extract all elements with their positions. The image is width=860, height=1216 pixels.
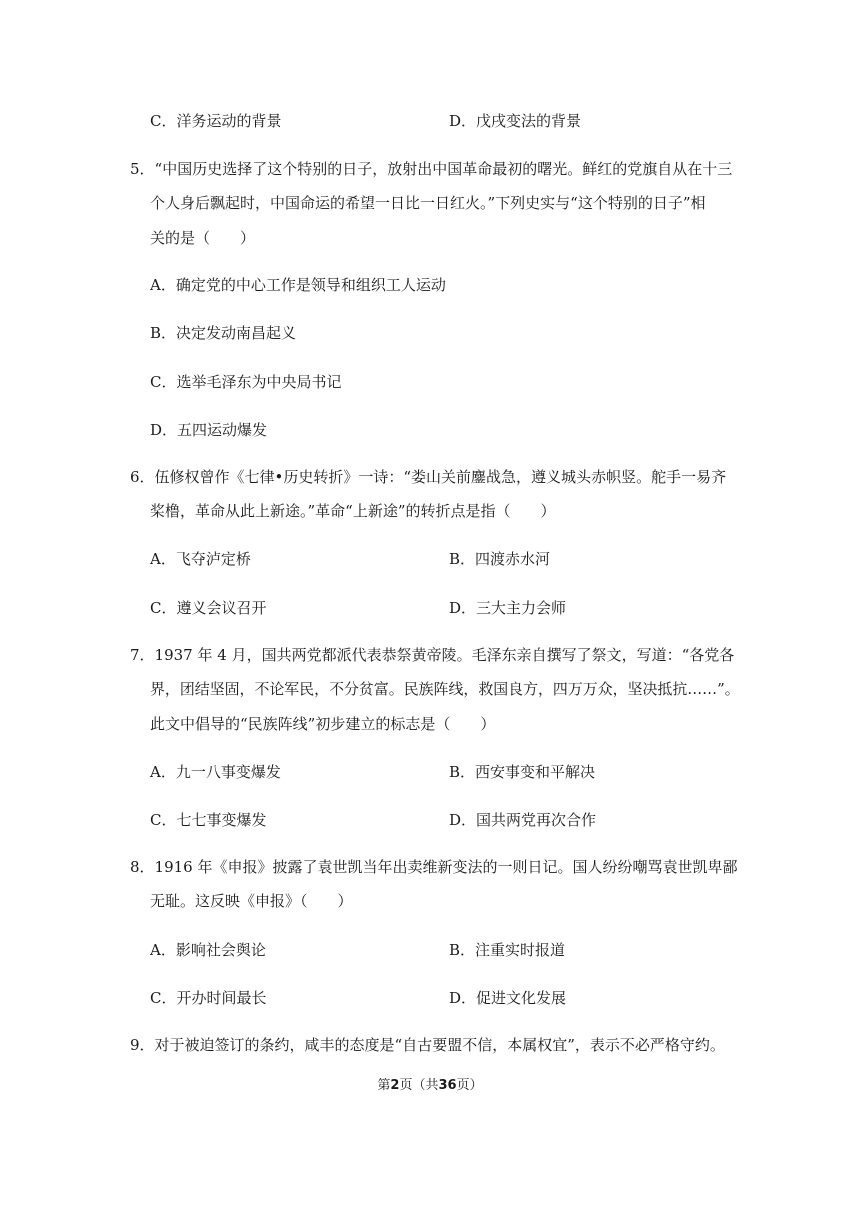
q6-text-line2: 桨橹，革命从此上新途。”革命“上新途”的转折点是指（ ） [150,502,556,520]
q6-option-b: B．四渡赤水河 [449,550,551,568]
q5-text-line3: 关的是（ ） [150,229,256,247]
q5-option-c: C．选举毛泽东为中央局书记 [150,373,342,391]
q7-text-line2: 界，团结坚固，不论军民，不分贫富。民族阵线，救国良方，四万万众，坚决抵抗……”。 [150,680,740,698]
q6-text-line1: 6．伍修权曾作《七律•历史转折》一诗：“娄山关前鏖战急，遵义城头赤帜竖。舵手一易齐 [130,468,727,486]
footer-suffix: 页） [456,1078,483,1093]
q6-option-c: C．遵义会议召开 [150,599,267,617]
q5-option-a: A．确定党的中心工作是领导和组织工人运动 [150,276,446,294]
footer-page-number: 2 [390,1078,400,1093]
q5-text-line1: 5．“中国历史选择了这个特别的日子，放射出中国革命最初的曙光。鲜红的党旗自从在十三 [130,160,733,178]
q4-option-d: D．戊戌变法的背景 [449,112,582,130]
q5-option-d: D．五四运动爆发 [150,421,268,439]
q8-option-b: B．注重实时报道 [449,941,566,959]
page-footer [0,1077,860,1095]
q5-text-line2: 个人身后飘起时，中国命运的希望一日比一日红火。”下列史实与“这个特别的日子”相 [150,194,706,212]
footer-middle: 页（共 [399,1078,439,1093]
q7-text-line3: 此文中倡导的“民族阵线”初步建立的标志是（ ） [150,715,496,733]
q7-option-d: D．国共两党再次合作 [449,811,597,829]
q7-text-line1: 7．1937 年 4 月，国共两党都派代表恭祭黄帝陵。毛泽东亲自撰写了祭文，写道：“各党各 [130,646,735,664]
footer-total-pages: 36 [438,1078,457,1093]
q7-option-c: C．七七事变爆发 [150,811,267,829]
q4-option-c: C．洋务运动的背景 [150,112,282,130]
q6-option-a: A．飞夺泸定桥 [150,550,251,568]
q8-text-line1: 8．1916 年《申报》披露了袁世凯当年出卖维新变法的一则日记。国人纷纷嘲骂袁世凯卑鄙 [130,858,738,876]
q5-option-b: B．决定发动南昌起义 [150,324,297,342]
q7-option-b: B．西安事变和平解决 [449,763,596,781]
q7-option-a: A．九一八事变爆发 [150,763,281,781]
q9-text-line1: 9．对于被迫签订的条约，咸丰的态度是“自古要盟不信，本属权宜”，表示不必严格守约。 [130,1036,725,1054]
q8-text-line2: 无耻。这反映《申报》（ ） [150,892,353,910]
q6-option-d: D．三大主力会师 [449,599,567,617]
q8-option-a: A．影响社会舆论 [150,941,266,959]
footer-prefix: 第 [377,1078,391,1093]
q8-option-d: D．促进文化发展 [449,989,567,1007]
q8-option-c: C．开办时间最长 [150,989,267,1007]
